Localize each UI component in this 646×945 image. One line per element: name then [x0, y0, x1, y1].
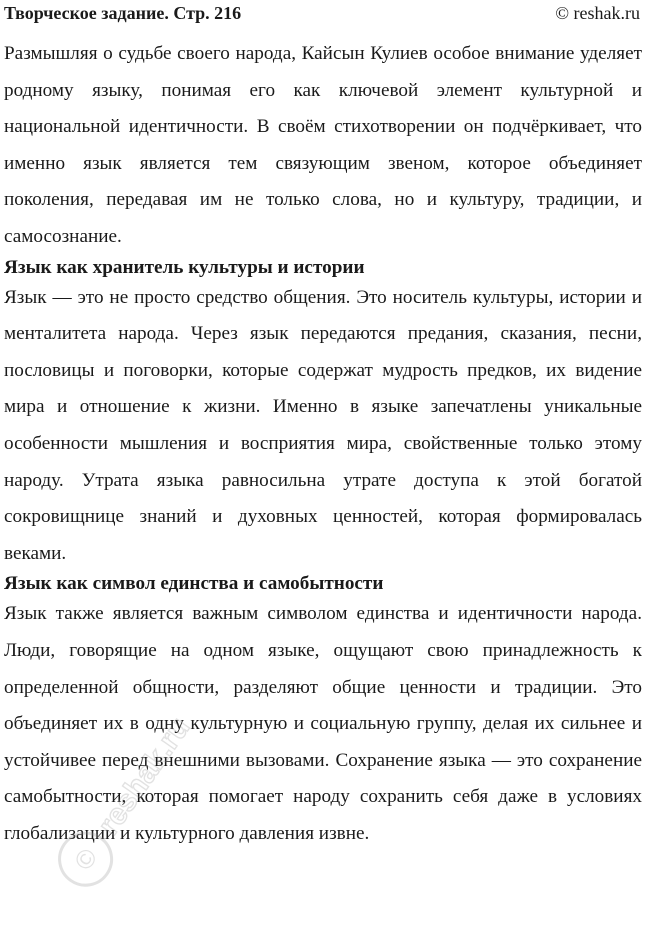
page-title: Творческое задание. Стр. 216 [4, 2, 242, 23]
section-heading-culture: Язык как хранитель культуры и истории [4, 256, 365, 278]
page-header [4, 2, 640, 24]
section-text-culture: Язык — это не просто средство общения. Это носитель культуры, истории и менталитета народа. Через язык передаются предания, сказания, песни, пословицы и поговорки, которые содержат мудрость предков, их видение мира и отношение к жизни. Именно в языке запечатлены уникальные особенности мышления и восприятия мира, свойственные только этому народу. Утрата языка равносильна утрате доступа к этой богатой сокровищнице знаний и духовных ценностей, которая формировалась веками. [4, 286, 642, 564]
svg-text:reshak.ru: reshak.ru [91, 711, 197, 842]
article-body [4, 36, 642, 852]
intro-paragraph: Размышляя о судьбе своего народа, Кайсын Кулиев особое внимание уделяет родному языку, понимая его как ключевой элемент культурной и национальной идентичности. В своём стихотворении он подчёркивает, что именно язык является тем связующим звеном, которое объединяет поколения, передавая им не только слова, но и культуру, традиции, и самосознание. [4, 43, 642, 247]
section-text-unity: Язык также является важным символом единства и идентичности народа. Люди, говорящие на одном языке, ощущают свою принадлежность к определенной общности, разделяют общие ценности и традиции. Это объединяет их в одну культурную и социальную группу, делая их сильнее и устойчивее перед внешними вызовами. Сохранение языка — это сохранение самобытности, которая помогает народу сохранить себя даже в условиях глобализации и культурного давления извне. [4, 603, 642, 844]
svg-text:©: © [67, 842, 104, 876]
site-credit: © reshak.ru [555, 2, 640, 23]
section-heading-unity: Язык как символ единства и самобытности [4, 573, 384, 595]
